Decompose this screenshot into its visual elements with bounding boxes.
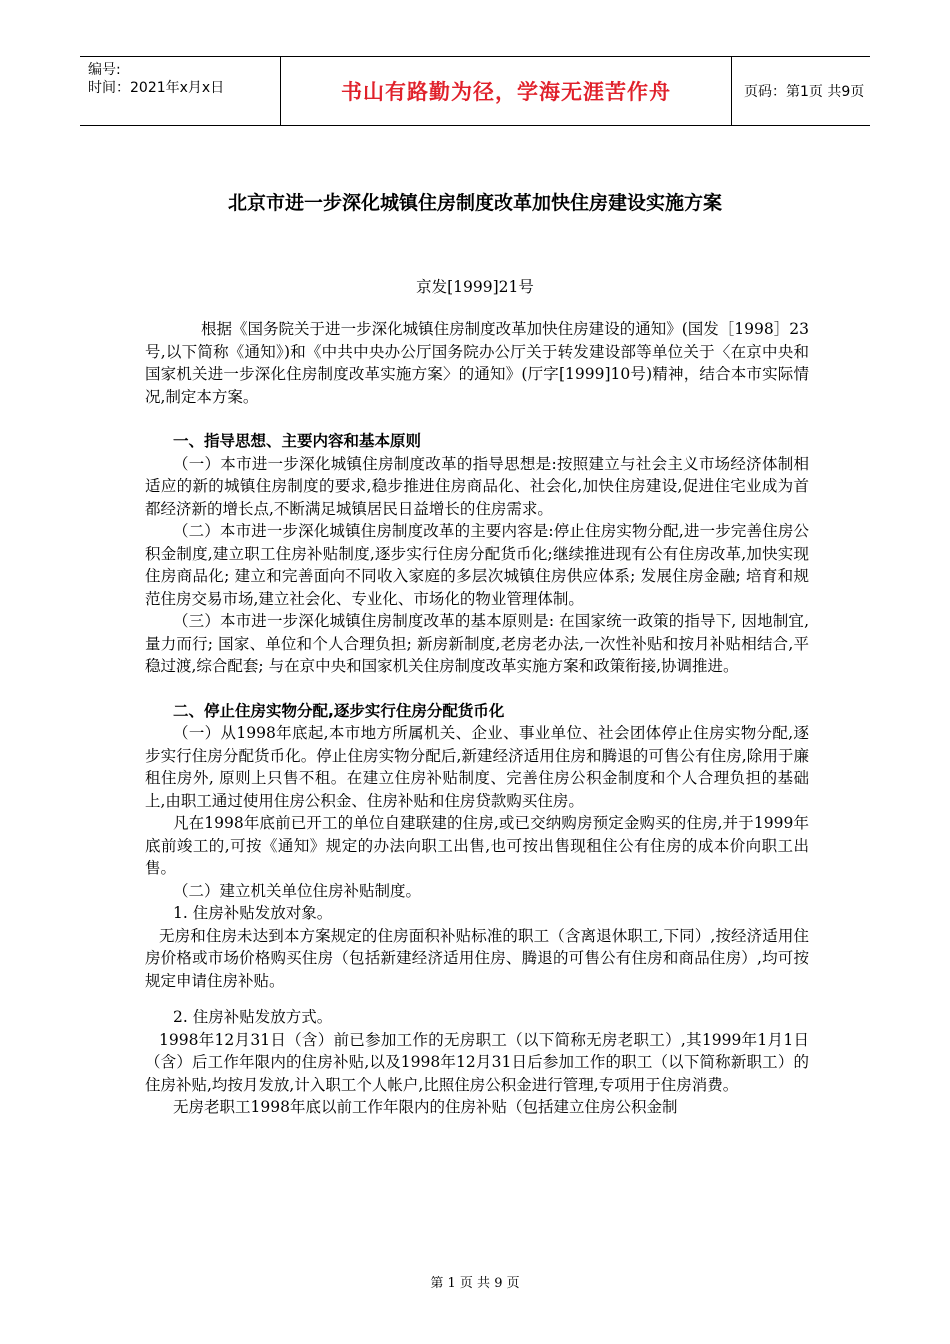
paragraph: 1. 住房补贴发放对象。 [173, 904, 333, 922]
time-label: 时间：2021年x月x日 [88, 80, 225, 96]
header-meta-cell [80, 57, 280, 125]
paragraph: （一）从1998年底起,本市地方所属机关、企业、事业单位、社会团体停止住房实物分配,逐步实行住房分配货币化。停止住房实物分配后,新建经济适用住房和腾退的可售公有住房,除用于廉租住房外, 原则上只售不租。在建立住房补贴制度、完善住房公积金制度和个人合理负担的基础上,由职工通过使用住房公积金、住房补贴和住房贷款购买住房。 [145, 724, 809, 810]
page-footer: 第 1 页 共 9 页 [430, 1276, 520, 1291]
document-title: 北京市进一步深化城镇住房制度改革加快住房建设实施方案 [227, 192, 722, 214]
paragraph: （三）本市进一步深化城镇住房制度改革的基本原则是: 在国家统一政策的指导下, 因地制宜, 量力而行; 国家、单位和个人合理负担; 新房新制度,老房老办法,一次性补贴和按月补贴相结合,平稳过渡,综合配套; 与在京中央和国家机关住房制度改革实施方案和政策衔接,协调推进。 [145, 612, 809, 675]
paragraph: （二）建立机关单位住房补贴制度。 [173, 881, 422, 900]
intro-paragraph: 根据《国务院关于进一步深化城镇住房制度改革加快住房建设的通知》(国发［1998］23号,以下简称《通知》)和《中共中央办公厅国务院办公厅关于转发建设部等单位关于〈在京中央和国家机关进一步深化住房制度改革实施方案〉的通知》(厅字[1999]10号)精神，结合本市实际情况,制定本方案。 [145, 320, 809, 406]
paragraph: 无房老职工1998年底以前工作年限内的住房补贴（包括建立住房公积金制 [173, 1098, 678, 1116]
document-body [145, 318, 809, 1119]
paragraph: 无房和住房未达到本方案规定的住房面积补贴标准的职工（含离退休职工,下同）,按经济适用住房价格或市场价格购买住房（包括新建经济适用住房、腾退的可售公有住房和商品住房）,均可按规定申请住房补贴。 [145, 926, 809, 990]
paragraph: 2. 住房补贴发放方式。 [173, 1008, 333, 1026]
number-label: 编号: [88, 62, 121, 78]
page-label: 页码：第1页 共9页 [744, 84, 865, 100]
page-header-table [80, 56, 870, 126]
section-1-heading: 一、指导思想、主要内容和基本原则 [173, 432, 422, 450]
paragraph: （二）本市进一步深化城镇住房制度改革的主要内容是:停止住房实物分配,进一步完善住房公积金制度,建立职工住房补贴制度,逐步实行住房分配货币化;继续推进现有公有住房改革,加快实现住房商品化; 建立和完善面向不同收入家庭的多层次城镇住房供应体系; 发展住房金融; 培育和规范住房交易市场,建立社会化、专业化、市场化的物业管理体制。 [145, 522, 809, 608]
paragraph: 凡在1998年底前已开工的单位自建联建的住房,或已交纳购房预定金购买的住房,并于1999年底前竣工的,可按《通知》规定的办法向职工出售,也可按出售现租住公有住房的成本价向职工出售。 [145, 814, 809, 877]
paragraph: 1998年12月31日（含）前已参加工作的无房职工（以下简称无房老职工）,其1999年1月1日（含）后工作年限内的住房补贴,以及1998年12月31日后参加工作的职工（以下简称新职工）的住房补贴,均按月发放,计入职工个人帐户,比照住房公积金进行管理,专项用于住房消费。 [145, 1030, 809, 1094]
paragraph: （一）本市进一步深化城镇住房制度改革的指导思想是:按照建立与社会主义市场经济体制相适应的新的城镇住房制度的要求,稳步推进住房商品化、社会化,加快住房建设,促进住宅业成为首都经济新的增长点,不断满足城镇居民日益增长的住房需求。 [145, 454, 809, 518]
section-2-heading: 二、停止住房实物分配,逐步实行住房分配货币化 [173, 701, 505, 720]
document-number: 京发[1999]21号 [416, 278, 534, 296]
motto: 书山有路勤为径，学海无涯苦作舟 [280, 57, 732, 125]
